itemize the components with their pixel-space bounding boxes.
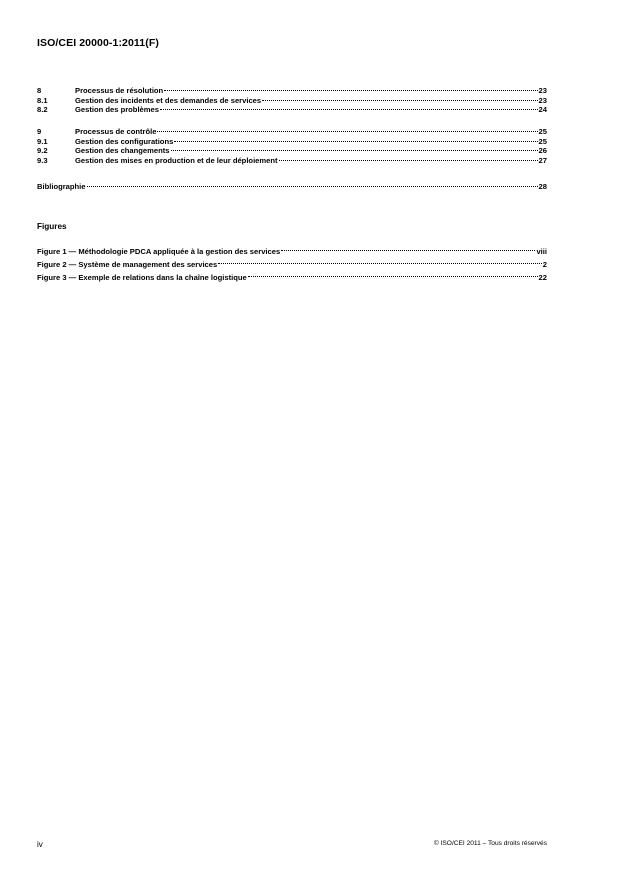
toc-entry-page: 25 [538,136,547,146]
toc-entry-title: Gestion des incidents et des demandes de services [75,95,262,105]
document-header-title: ISO/CEI 20000-1:2011(F) [37,37,159,49]
toc-group-9 [37,127,547,165]
toc-entry-title: Gestion des mises en production et de leur déploiement [75,155,278,165]
toc-dot-leader [157,131,537,132]
toc-entry-number: 8.1 [37,95,48,105]
toc-entry[interactable] [37,137,547,147]
figure-entry-title: Figure 3 — Exemple de relations dans la chaîne logistique [37,273,247,283]
toc-entry[interactable] [37,86,547,96]
toc-entry-number: 8.2 [37,105,48,115]
toc-entry-title: Gestion des changements [75,146,170,156]
toc-entry-page: 26 [538,146,547,156]
toc-entry-title: Processus de résolution [75,86,164,95]
footer-copyright: © ISO/CEI 2011 – Tous droits réservés [433,840,547,847]
toc-entry-number: 9.1 [37,136,48,146]
toc-bibliography [37,182,547,192]
figure-entry-title: Figure 1 — Méthodologie PDCA appliquée à la gestion des services [37,247,281,256]
figure-entry-page: viii [536,247,547,256]
toc-group-8 [37,86,547,115]
toc-entry[interactable] [37,96,547,106]
toc-entry-number: 8 [37,86,42,95]
toc-entry-bibliography[interactable] [37,182,547,192]
figure-entry[interactable] [37,258,547,271]
toc-dot-leader [164,90,537,91]
toc-entry-number: 9.3 [37,155,48,165]
toc-entry-number: 9.2 [37,146,48,156]
toc-dot-leader [174,141,537,142]
toc-dot-leader [218,263,542,264]
toc-dot-leader [160,109,538,110]
toc-entry-title: Gestion des problèmes [75,105,159,115]
toc-entry-title: Bibliographie [37,182,86,191]
toc-entry-page: 24 [538,105,547,115]
figure-entry-page: 2 [542,260,547,270]
toc-entry-page: 23 [538,95,547,105]
toc-entry-page: 23 [538,86,547,95]
toc-dot-leader [281,250,535,251]
toc-dot-leader [87,186,538,187]
toc-entry[interactable] [37,146,547,156]
toc-entry[interactable] [37,105,547,115]
toc-entry[interactable] [37,156,547,166]
figure-entry[interactable] [37,271,547,284]
toc-dot-leader [279,160,538,161]
figures-heading: Figures [37,222,67,231]
toc-entry[interactable] [37,127,547,137]
toc-entry-page: 27 [538,155,547,165]
toc-dot-leader [248,276,538,277]
toc-dot-leader [171,150,538,151]
toc-entry-page: 28 [538,182,547,191]
toc-entry-title: Gestion des configurations [75,136,174,146]
figures-list [37,245,547,285]
figure-entry-title: Figure 2 — Système de management des services [37,260,218,270]
toc-dot-leader [262,100,537,101]
toc-entry-number: 9 [37,127,42,136]
figure-entry-page: 22 [538,273,547,283]
footer-page-number: iv [37,840,43,849]
toc-entry-title: Processus de contrôle [75,127,157,136]
figure-entry[interactable] [37,245,547,258]
toc-entry-page: 25 [538,127,547,136]
